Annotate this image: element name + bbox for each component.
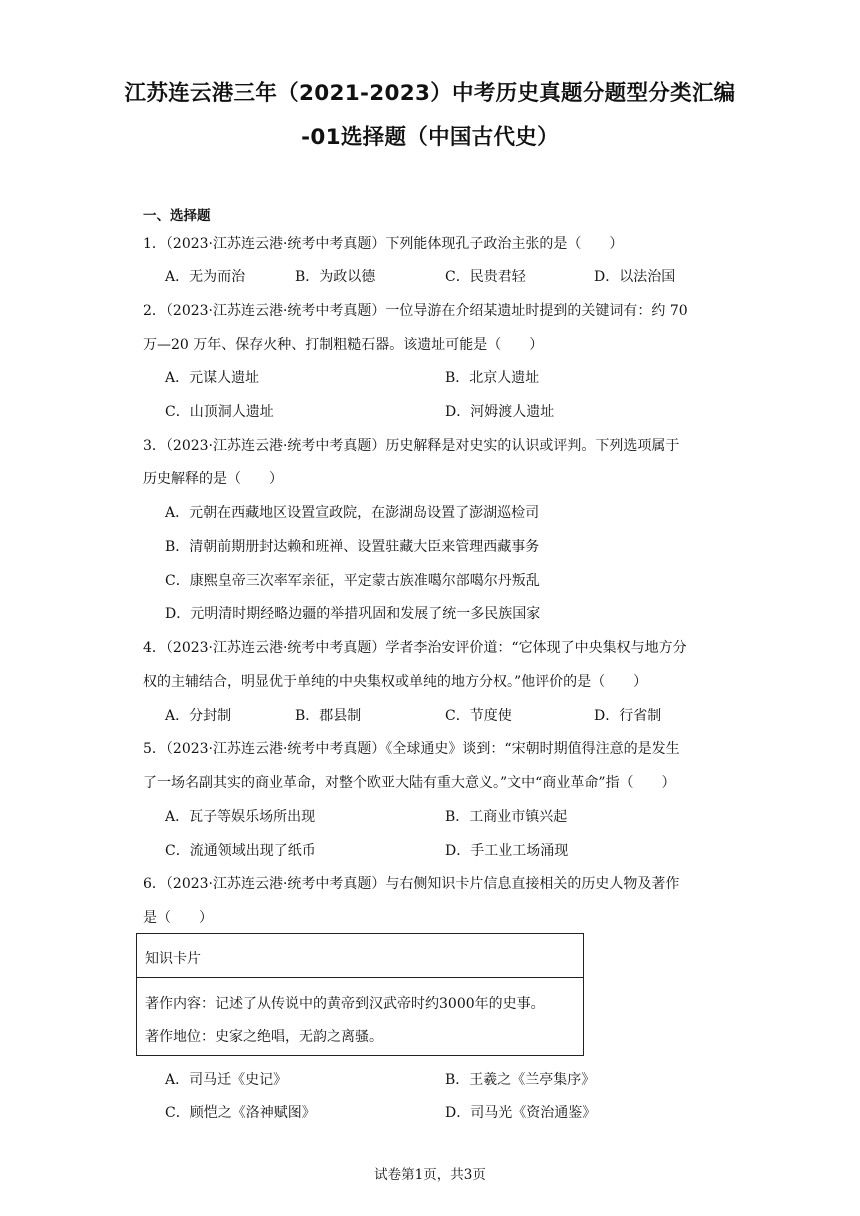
question-4-option-d: D．行省制 xyxy=(594,708,662,724)
question-2-option-d: D．河姆渡人遗址 xyxy=(445,404,555,420)
question-4-stem: 4．（2023·江苏连云港·统考中考真题）学者李治安评价道：“它体现了中央集权与地方分 xyxy=(143,640,687,656)
question-1-option-c: C．民贵君轻 xyxy=(445,269,526,285)
knowledge-card-title: 知识卡片 xyxy=(145,951,201,967)
question-5-stem: 5．（2023·江苏连云港·统考中考真题）《全球通史》谈到：“宋朝时期值得注意的是发生 xyxy=(143,741,680,757)
question-2-option-c: C．山顶洞人遗址 xyxy=(165,404,274,420)
question-2-option-a: A．元谋人遗址 xyxy=(165,370,260,386)
question-6-option-d: D．司马光《资治通鉴》 xyxy=(445,1105,597,1121)
document-title-line1: 江苏连云港三年（2021-2023）中考历史真题分题型分类汇编 xyxy=(124,81,736,106)
knowledge-card-status: 著作地位：史家之绝唱，无韵之离骚。 xyxy=(145,1029,383,1045)
question-2-option-b: B．北京人遗址 xyxy=(445,370,540,386)
question-6-stem: 6．（2023·江苏连云港·统考中考真题）与右侧知识卡片信息直接相关的历史人物及著作 xyxy=(143,876,680,892)
knowledge-card-header xyxy=(137,934,583,978)
document-title-line2: -01选择题（中国古代史） xyxy=(301,125,559,150)
knowledge-card xyxy=(136,933,584,1056)
question-1-option-d: D．以法治国 xyxy=(594,269,676,285)
question-6-option-c: C．顾恺之《洛神赋图》 xyxy=(165,1105,316,1121)
question-4-option-a: A．分封制 xyxy=(165,708,232,724)
question-6-option-b: B．王羲之《兰亭集序》 xyxy=(445,1072,596,1088)
section-heading: 一、选择题 xyxy=(143,208,211,224)
question-5-option-c: C．流通领域出现了纸币 xyxy=(165,843,316,859)
question-1-option-b: B．为政以德 xyxy=(295,269,376,285)
question-5-stem-cont: 了一场名副其实的商业革命，对整个欧亚大陆有重大意义。”文中“商业革命”指（ ） xyxy=(143,775,676,791)
page-footer: 试卷第1页，共3页 xyxy=(374,1167,486,1183)
question-3-option-a: A．元朝在西藏地区设置宣政院，在澎湖岛设置了澎湖巡检司 xyxy=(165,505,540,521)
question-2-stem: 2．（2023·江苏连云港·统考中考真题）一位导游在介绍某遗址时提到的关键词有：约 70 xyxy=(143,303,688,319)
question-5-option-b: B．工商业市镇兴起 xyxy=(445,809,568,825)
question-4-stem-cont: 权的主辅结合，明显优于单纯的中央集权或单纯的地方分权。”他评价的是（ ） xyxy=(143,674,648,690)
question-4-option-b: B．郡县制 xyxy=(295,708,362,724)
question-3-stem: 3．（2023·江苏连云港·统考中考真题）历史解释是对史实的认识或评判。下列选项属于 xyxy=(143,438,680,454)
question-5-option-d: D．手工业工场涌现 xyxy=(445,843,569,859)
question-6-option-a: A．司马迁《史记》 xyxy=(165,1072,288,1088)
question-1-option-a: A．无为而治 xyxy=(165,269,246,285)
question-1-stem: 1．（2023·江苏连云港·统考中考真题）下列能体现孔子政治主张的是（ ） xyxy=(143,236,624,252)
question-3-option-b: B．清朝前期册封达赖和班禅、设置驻藏大臣来管理西藏事务 xyxy=(165,539,540,555)
question-2-stem-cont: 万—20 万年、保存火种、打制粗糙石器。该遗址可能是（ ） xyxy=(143,337,544,353)
question-6-stem-cont: 是（ ） xyxy=(143,910,213,926)
question-3-stem-cont: 历史解释的是（ ） xyxy=(143,471,283,487)
knowledge-card-content: 著作内容：记述了从传说中的黄帝到汉武帝时约3000年的史事。 xyxy=(145,996,545,1012)
question-4-option-c: C．节度使 xyxy=(445,708,512,724)
question-3-option-d: D．元明清时期经略边疆的举措巩固和发展了统一多民族国家 xyxy=(165,606,541,622)
question-3-option-c: C．康熙皇帝三次率军亲征，平定蒙古族准噶尔部噶尔丹叛乱 xyxy=(165,573,540,589)
question-5-option-a: A．瓦子等娱乐场所出现 xyxy=(165,809,316,825)
